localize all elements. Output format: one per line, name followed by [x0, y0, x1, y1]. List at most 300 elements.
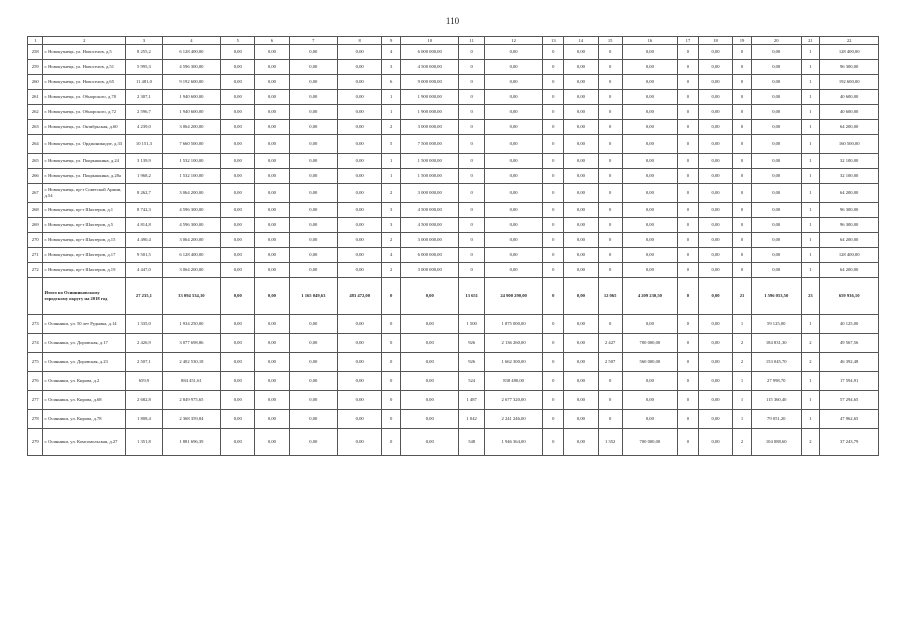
table-cell: 0,00	[698, 120, 732, 135]
table-row	[28, 75, 879, 90]
table-cell: 7 500 000,00	[400, 135, 458, 154]
column-header: 18	[698, 37, 732, 45]
table-cell: 0,00	[255, 135, 289, 154]
table-cell: 0,00	[564, 169, 598, 184]
table-cell: 0,00	[338, 263, 382, 278]
table-cell: 0,00	[484, 218, 542, 233]
table-cell: 2 136 260,00	[484, 334, 542, 353]
table-cell	[28, 278, 43, 315]
table-cell: 1 352	[598, 429, 622, 456]
table-cell: 4 814,8	[126, 218, 162, 233]
column-header: 8	[338, 37, 382, 45]
table-cell: 0,00	[221, 154, 255, 169]
table-cell: 0,00	[400, 372, 458, 391]
table-cell: 23	[801, 278, 820, 315]
table-cell: 278	[28, 410, 43, 429]
table-cell: 0,00	[289, 60, 338, 75]
table-cell: 0,00	[289, 184, 338, 203]
table-cell: 0,00	[255, 184, 289, 203]
table-cell: 1	[801, 169, 820, 184]
address-cell: Итого по Осинниковскому городскому округу на 2018 год	[43, 278, 126, 315]
table-cell: 3 077 698,86	[162, 334, 220, 353]
table-row	[28, 315, 879, 334]
table-cell: 560 000,00	[622, 353, 677, 372]
table-cell: 1	[801, 120, 820, 135]
table-cell: 0,00	[221, 60, 255, 75]
table-cell: 8 742,3	[126, 203, 162, 218]
table-cell: 6 128 400,00	[162, 248, 220, 263]
table-cell: 4 596 300,00	[162, 60, 220, 75]
table-cell: 483 472,00	[338, 278, 382, 315]
table-cell: 0,00	[564, 372, 598, 391]
table-cell: 0	[598, 410, 622, 429]
table-cell: 0	[733, 203, 752, 218]
table-cell: 0,00	[484, 120, 542, 135]
table-cell: 0	[598, 105, 622, 120]
table-cell: 0,00	[338, 391, 382, 410]
table-cell: 0,00	[255, 45, 289, 60]
table-row	[28, 353, 879, 372]
table-cell: 0	[459, 218, 484, 233]
table-cell: 262	[28, 105, 43, 120]
table-cell: 0	[543, 120, 564, 135]
table-cell: 0	[733, 233, 752, 248]
table-cell: 0,00	[289, 45, 338, 60]
table-cell: 4 209 230,50	[622, 278, 677, 315]
table-cell: 0,00	[484, 75, 542, 90]
table-cell: 0,00	[338, 105, 382, 120]
table-cell: 0	[677, 169, 698, 184]
table-cell: 272	[28, 263, 43, 278]
table-cell: 277	[28, 391, 43, 410]
table-cell: 4 500 000,00	[400, 203, 458, 218]
table-cell: 96 300,00	[820, 60, 879, 75]
table-row	[28, 218, 879, 233]
table-cell: 2	[801, 334, 820, 353]
table-cell: 4	[382, 248, 401, 263]
table-cell: 0	[677, 278, 698, 315]
table-cell: 1 940 600,00	[162, 90, 220, 105]
table-cell: 49 567,56	[820, 334, 879, 353]
table-cell: 4 447,0	[126, 263, 162, 278]
table-cell: 153 045,70	[751, 353, 801, 372]
table-cell: 0	[733, 90, 752, 105]
address-cell: г. Осинники, ул. Кирова, д.68	[43, 391, 126, 410]
table-cell: 0	[677, 218, 698, 233]
table-cell: 0,00	[289, 429, 338, 456]
table-cell: 1	[801, 315, 820, 334]
table-cell: 0,00	[564, 45, 598, 60]
column-header: 3	[126, 37, 162, 45]
table-cell: 0,00	[564, 315, 598, 334]
table-cell: 0,00	[338, 135, 382, 154]
table-cell: 0	[382, 278, 401, 315]
table-cell: 0	[733, 60, 752, 75]
table-cell: 0,00	[698, 184, 732, 203]
table-cell: 0	[677, 184, 698, 203]
table-cell: 128 400,00	[820, 45, 879, 60]
table-cell: 0	[382, 353, 401, 372]
table-cell: 2	[733, 429, 752, 456]
table-cell: 0,00	[400, 429, 458, 456]
table-cell: 0	[598, 248, 622, 263]
table-cell: 2	[733, 353, 752, 372]
table-cell: 27 235,1	[126, 278, 162, 315]
table-cell: 1	[382, 90, 401, 105]
table-cell: 265	[28, 154, 43, 169]
table-cell: 269	[28, 218, 43, 233]
table-cell: 2 849 975,65	[162, 391, 220, 410]
column-header: 16	[622, 37, 677, 45]
table-cell: 0	[459, 90, 484, 105]
table-cell: 0	[733, 75, 752, 90]
column-header: 15	[598, 37, 622, 45]
table-row	[28, 391, 879, 410]
table-row	[28, 169, 879, 184]
table-cell: 0,00	[255, 60, 289, 75]
table-cell: 0	[543, 391, 564, 410]
table-cell: 0,00	[564, 218, 598, 233]
table-cell: 0,00	[698, 154, 732, 169]
table-cell: 0	[382, 372, 401, 391]
table-cell: 0,00	[622, 120, 677, 135]
table-cell: 0	[598, 233, 622, 248]
table-cell: 260	[28, 75, 43, 90]
table-cell: 0,00	[289, 169, 338, 184]
table-cell: 270	[28, 233, 43, 248]
table-cell: 0,00	[622, 154, 677, 169]
table-cell: 0,00	[255, 120, 289, 135]
table-cell: 0	[459, 105, 484, 120]
table-cell: 0	[543, 233, 564, 248]
table-cell: 4 596 300,00	[162, 218, 220, 233]
table-cell: 0	[733, 263, 752, 278]
table-cell: 700 000,00	[622, 334, 677, 353]
table-cell: 0,00	[564, 154, 598, 169]
table-cell: 0	[677, 410, 698, 429]
table-cell: 104 088,60	[751, 429, 801, 456]
table-cell: 6	[382, 75, 401, 90]
table-cell: 0	[459, 169, 484, 184]
table-cell: 2 402 530,18	[162, 353, 220, 372]
table-cell: 0,00	[698, 353, 732, 372]
table-cell: 271	[28, 248, 43, 263]
table-cell: 5	[382, 135, 401, 154]
table-row	[28, 429, 879, 456]
table-cell: 0,00	[400, 334, 458, 353]
table-cell: 0	[459, 184, 484, 203]
table-cell: 0,00	[751, 233, 801, 248]
address-cell: г. Новокузнецк, ул. Покрышкина, д.24	[43, 154, 126, 169]
table-cell: 0,00	[221, 203, 255, 218]
table-cell: 0	[677, 60, 698, 75]
table-cell: 64 200,00	[820, 233, 879, 248]
address-cell: г. Новокузнецк, пр-т Шахтеров, д.15	[43, 233, 126, 248]
table-cell: 2	[801, 353, 820, 372]
table-cell: 0,00	[484, 105, 542, 120]
table-cell: 0,00	[698, 334, 732, 353]
header-row	[28, 37, 879, 45]
table-cell: 264	[28, 135, 43, 154]
table-cell: 1 900 000,00	[400, 105, 458, 120]
table-cell: 0	[677, 353, 698, 372]
table-cell: 0	[543, 90, 564, 105]
address-cell: г. Осинники, ул. Доровская, д.23	[43, 353, 126, 372]
address-cell: г. Новокузнецк, ул. Октябрьская, д.60	[43, 120, 126, 135]
table-cell: 0	[677, 391, 698, 410]
table-cell: 3 064 200,00	[162, 263, 220, 278]
table-cell: 3 064 200,00	[162, 120, 220, 135]
table-cell: 1	[801, 391, 820, 410]
address-cell: г. Новокузнецк, пр-т Шахтеров, д.1	[43, 203, 126, 218]
table-cell: 13 651	[459, 278, 484, 315]
column-header: 1	[28, 37, 43, 45]
table-cell: 1	[382, 169, 401, 184]
table-cell: 0,00	[338, 120, 382, 135]
table-cell: 0,00	[221, 372, 255, 391]
table-cell: 0,00	[221, 90, 255, 105]
table-cell: 0	[733, 45, 752, 60]
table-cell: 4 500 000,00	[400, 60, 458, 75]
table-cell: 0,00	[338, 353, 382, 372]
table-cell: 128 400,00	[820, 248, 879, 263]
table-cell: 0,00	[698, 203, 732, 218]
column-header: 5	[221, 37, 255, 45]
table-cell: 0	[733, 218, 752, 233]
address-cell: г. Новокузнецк, ул. Покрышкина, д.28а	[43, 169, 126, 184]
table-cell: 0,00	[751, 218, 801, 233]
table-cell: 1 881 696,39	[162, 429, 220, 456]
table-cell: 0,00	[484, 184, 542, 203]
table-cell: 0	[382, 334, 401, 353]
table-cell: 0,00	[751, 75, 801, 90]
table-cell: 0,00	[698, 105, 732, 120]
table-cell: 0,00	[255, 353, 289, 372]
table-cell: 3 139,9	[126, 154, 162, 169]
table-cell: 0,00	[751, 154, 801, 169]
table-cell: 1 351,8	[126, 429, 162, 456]
table-cell: 0	[677, 263, 698, 278]
table-cell: 0,00	[338, 315, 382, 334]
table-cell: 1 335,0	[126, 315, 162, 334]
table-cell: 2 426,9	[126, 334, 162, 353]
table-cell: 0	[598, 154, 622, 169]
table-cell: 0	[459, 248, 484, 263]
table-cell: 0	[543, 45, 564, 60]
table-cell: 184 831,30	[751, 334, 801, 353]
table-cell: 267	[28, 184, 43, 203]
table-cell: 0,00	[622, 75, 677, 90]
table-row	[28, 120, 879, 135]
table-cell: 0,00	[622, 45, 677, 60]
table-cell: 0	[677, 105, 698, 120]
address-cell: г. Осинники, ул. Доровская, д.17	[43, 334, 126, 353]
table-cell: 40 600,00	[820, 105, 879, 120]
table-cell: 0	[598, 218, 622, 233]
address-cell: г. Осинники, ул. 50 лет Рудника, д.14	[43, 315, 126, 334]
table-cell: 1	[733, 391, 752, 410]
table-cell: 0	[598, 169, 622, 184]
table-cell: 0	[677, 372, 698, 391]
table-cell: 0,00	[484, 248, 542, 263]
table-cell: 0,00	[564, 203, 598, 218]
table-cell: 1	[801, 248, 820, 263]
table-cell: 1 042	[459, 410, 484, 429]
table-cell: 1	[801, 203, 820, 218]
table-cell: 659,9	[126, 372, 162, 391]
table-cell: 1	[801, 154, 820, 169]
table-cell: 0	[598, 315, 622, 334]
table-cell: 0	[459, 135, 484, 154]
table-cell: 0,00	[221, 135, 255, 154]
table-cell: 2 241 246,00	[484, 410, 542, 429]
table-cell: 0,00	[751, 203, 801, 218]
table-cell: 64 200,00	[820, 263, 879, 278]
table-cell: 0,00	[221, 169, 255, 184]
address-cell: г. Новокузнецк, пр-т Советской Армии, д.54	[43, 184, 126, 203]
table-row	[28, 203, 879, 218]
table-cell: 0,00	[338, 429, 382, 456]
table-cell: 2	[382, 184, 401, 203]
table-cell: 4 490,4	[126, 233, 162, 248]
table-cell: 0,00	[622, 184, 677, 203]
table-cell: 1	[801, 218, 820, 233]
table-cell: 0,00	[751, 45, 801, 60]
table-cell: 0,00	[751, 184, 801, 203]
table-cell: 1 934 250,00	[162, 315, 220, 334]
table-cell: 0,00	[698, 372, 732, 391]
table-cell: 0,00	[751, 120, 801, 135]
table-row	[28, 105, 879, 120]
table-cell: 0,00	[564, 353, 598, 372]
table-cell: 37 243,79	[820, 429, 879, 456]
table-cell: 0	[543, 184, 564, 203]
table-cell: 0,00	[400, 315, 458, 334]
table-cell: 275	[28, 353, 43, 372]
address-cell: г. Новокузнецк, ул. Обнорского, д.72	[43, 105, 126, 120]
table-cell: 0,00	[338, 248, 382, 263]
column-header: 6	[255, 37, 289, 45]
table-cell: 0,00	[564, 248, 598, 263]
table-cell: 0	[543, 75, 564, 90]
table-cell: 0,00	[289, 120, 338, 135]
column-header: 9	[382, 37, 401, 45]
column-header: 12	[484, 37, 542, 45]
table-cell: 0	[733, 154, 752, 169]
table-cell: 0	[543, 248, 564, 263]
table-cell: 1	[382, 154, 401, 169]
table-cell: 0	[382, 315, 401, 334]
table-cell: 2	[733, 334, 752, 353]
data-table	[27, 36, 879, 456]
table-cell: 279	[28, 429, 43, 456]
table-cell: 0,00	[484, 263, 542, 278]
table-cell: 2 596,7	[126, 105, 162, 120]
table-cell: 0	[543, 169, 564, 184]
table-cell: 0,00	[338, 154, 382, 169]
table-cell: 0,00	[622, 372, 677, 391]
column-header: 21	[801, 37, 820, 45]
table-cell: 261	[28, 90, 43, 105]
table-cell: 4	[382, 45, 401, 60]
table-cell: 0,00	[255, 429, 289, 456]
table-cell: 17 594,91	[820, 372, 879, 391]
table-cell: 192 600,00	[820, 75, 879, 90]
table-cell: 0	[543, 105, 564, 120]
column-header: 17	[677, 37, 698, 45]
table-row	[28, 263, 879, 278]
table-cell: 1	[801, 45, 820, 60]
table-cell: 548	[459, 429, 484, 456]
table-cell: 1	[801, 60, 820, 75]
table-cell: 0,00	[751, 135, 801, 154]
table-cell: 0,00	[289, 315, 338, 334]
table-cell: 1 165 049,63	[289, 278, 338, 315]
address-cell: г. Новокузнецк, ул. Обнорского, д.70	[43, 90, 126, 105]
table-cell: 0,00	[564, 391, 598, 410]
table-cell: 0,00	[698, 315, 732, 334]
table-cell: 0,00	[255, 372, 289, 391]
table-cell: 64 200,00	[820, 120, 879, 135]
table-cell: 0,00	[400, 278, 458, 315]
table-cell: 0,00	[338, 410, 382, 429]
table-cell: 3 064 200,00	[162, 233, 220, 248]
table-cell: 0	[677, 45, 698, 60]
table-cell: 258	[28, 45, 43, 60]
table-cell: 0,00	[698, 248, 732, 263]
table-row	[28, 45, 879, 60]
table-cell: 0,00	[221, 263, 255, 278]
table-cell: 263	[28, 120, 43, 135]
table-cell: 0	[543, 154, 564, 169]
table-cell: 2 427	[598, 334, 622, 353]
table-cell: 3 000 000,00	[400, 184, 458, 203]
table-cell: 33 094 534,10	[162, 278, 220, 315]
table-row	[28, 248, 879, 263]
table-cell: 1	[801, 410, 820, 429]
table-cell: 1 532 100,00	[162, 154, 220, 169]
table-cell: 0,00	[338, 60, 382, 75]
table-cell: 3 064 200,00	[162, 184, 220, 203]
table-cell: 0,00	[564, 120, 598, 135]
table-cell: 32 100,00	[820, 154, 879, 169]
table-cell: 0,00	[484, 154, 542, 169]
table-cell: 3 000 000,00	[400, 233, 458, 248]
table-cell: 0,00	[289, 154, 338, 169]
table-cell: 0,00	[289, 334, 338, 353]
table-cell: 268	[28, 203, 43, 218]
table-cell: 0,00	[400, 353, 458, 372]
table-cell: 0,00	[698, 218, 732, 233]
table-cell: 0,00	[338, 169, 382, 184]
table-cell: 0	[733, 135, 752, 154]
table-cell: 266	[28, 169, 43, 184]
table-cell: 0,00	[221, 233, 255, 248]
table-cell: 0,00	[484, 135, 542, 154]
table-cell: 0	[459, 60, 484, 75]
table-cell: 0,00	[255, 278, 289, 315]
table-cell: 0,00	[255, 154, 289, 169]
column-header: 7	[289, 37, 338, 45]
table-cell: 659 936,10	[820, 278, 879, 315]
table-cell: 0,00	[221, 334, 255, 353]
table-cell: 0,00	[221, 353, 255, 372]
table-cell: 0	[598, 135, 622, 154]
table-cell: 0	[598, 391, 622, 410]
table-cell: 0	[459, 120, 484, 135]
table-cell: 64 200,00	[820, 184, 879, 203]
total-row	[28, 278, 879, 315]
